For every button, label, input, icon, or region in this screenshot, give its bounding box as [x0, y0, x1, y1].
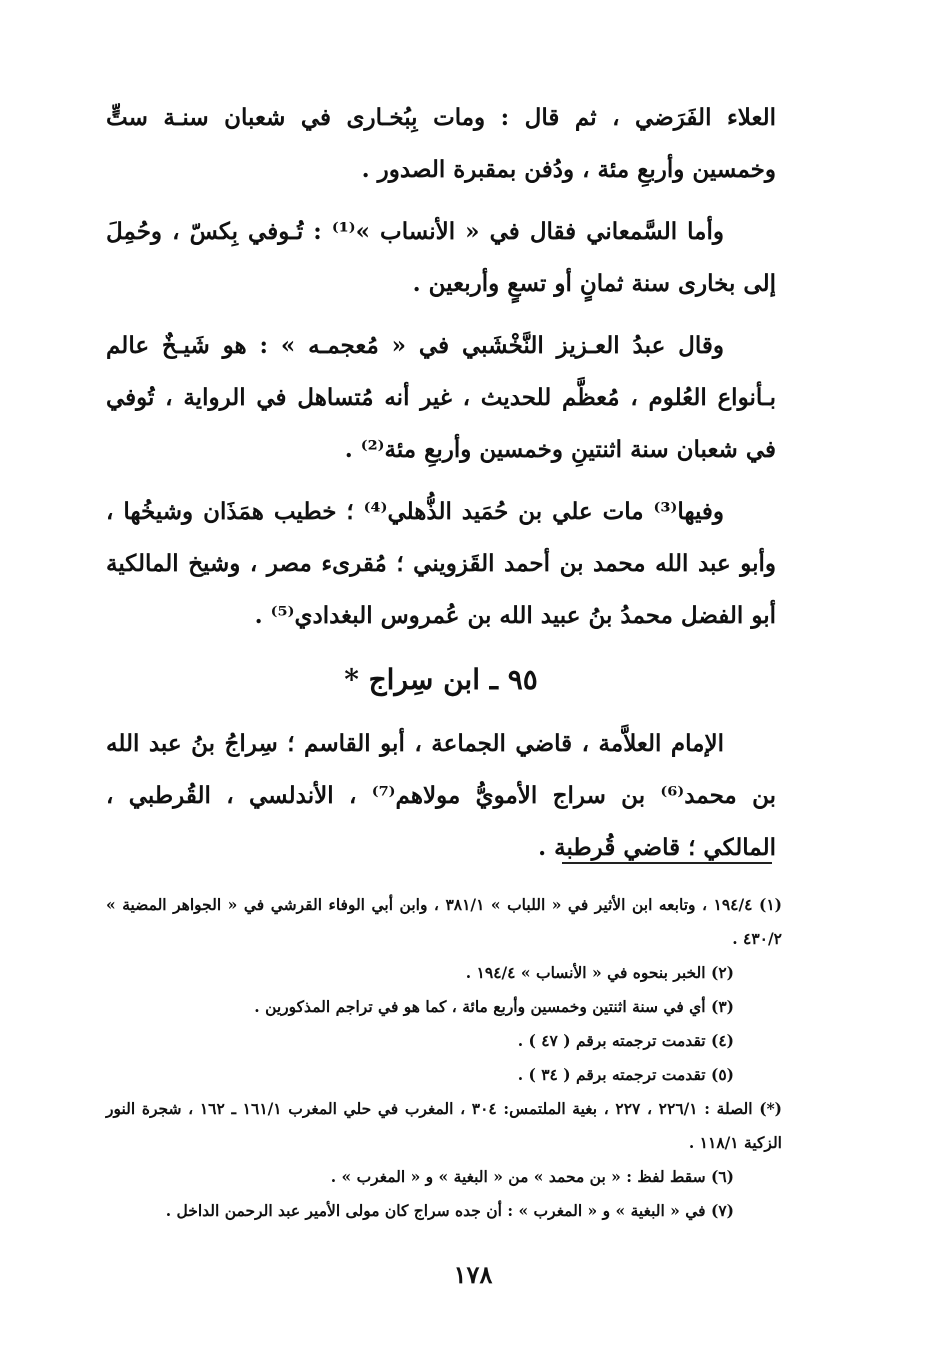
- footnote-2: (٢) الخبر بنحوه في « الأنساب » ١٩٤/٤ .: [465, 963, 734, 982]
- footnote-divider: [562, 862, 772, 864]
- paragraph-1: العلاء الفَرَضي ، ثم قال : ومات بِبُخـارى في شعبان سنـة ستٍّ وخمسين وأربعِ مئة ، ودُفن بمقبرة الصدور .: [106, 104, 776, 183]
- section-heading: ٩٥ ـ ابن سِراج *: [344, 663, 538, 696]
- footnotes: [106, 888, 782, 1228]
- main-text: [106, 92, 776, 884]
- footnote-star: (*) الصلة : ٢٢٦/١ ، ٢٢٧ ، بغية الملتمس: ٣٠٤ ، المغرب في حلي المغرب ١٦١/١ ـ ١٦٢ ، شجرة النور الزكية ١١٨/١ .: [106, 1099, 783, 1152]
- paragraph-2: وأما السَّمعاني فقال في « الأنساب »⁽¹⁾ : تُـوفي بِكسّ ، وحُمِلَ إلى بخارى سنة ثمانٍ أو تسعٍ وأربعين .: [106, 218, 776, 297]
- footnote-1: (١) ١٩٤/٤ ، وتابعه ابن الأثير في « اللباب » ٣٨١/١ ، وابن أبي الوفاء القرشي في « الجواهر المضية » ٤٣٠/٢ .: [106, 895, 782, 948]
- footnote-6: (٦) سقط لفظ : « بن محمد » من « البغية » و « المغرب » .: [330, 1167, 734, 1186]
- footnote-5: (٥) تقدمت ترجمته برقم ( ٣٤ ) .: [517, 1065, 734, 1084]
- paragraph-4: وفيها⁽³⁾ مات علي بن حُمَيد الذُّهلي⁽⁴⁾ ؛ خطيب همَذَان وشيخُها ، وأبو عبد الله محمد بن أحمد القَزويني ؛ مُقرىء مصر ، وشيخ المالكية أبو الفضل محمدُ بنُ عبيد الله بن عُمروس البغدادي⁽⁵⁾ .: [106, 498, 776, 629]
- page-number: ١٧٨: [453, 1260, 493, 1289]
- paragraph-3: وقال عبدُ العـزيز النَّخْشَبي في « مُعجمـه » : هو شَيـخٌ عالم بـأنواع العُلوم ، مُعظَّم للحديث ، غير أنه مُتساهل في الرواية ، تُوفي في شعبان سنة اثنتينِ وخمسين وأربعِ مئة⁽²⁾ .: [106, 332, 776, 463]
- section-paragraph: الإمام العلاَّمة ، قاضي الجماعة ، أبو القاسم ؛ سِراجُ بنُ عبد الله بن محمد⁽⁶⁾ بن سراج الأمويُّ مولاهم⁽⁷⁾ ، الأندلسي ، القُرطبي ، المالكي ؛ قاضي قُرطبة .: [106, 730, 776, 861]
- footnote-4: (٤) تقدمت ترجمته برقم ( ٤٧ ) .: [517, 1031, 734, 1050]
- footnote-7: (٧) في « البغية » و « المغرب » : أن جده سراج كان مولى الأمير عبد الرحمن الداخل .: [165, 1201, 734, 1220]
- footnote-3: (٣) أي في سنة اثنتين وخمسين وأربع مائة ، كما هو في تراجم المذكورين .: [254, 997, 734, 1016]
